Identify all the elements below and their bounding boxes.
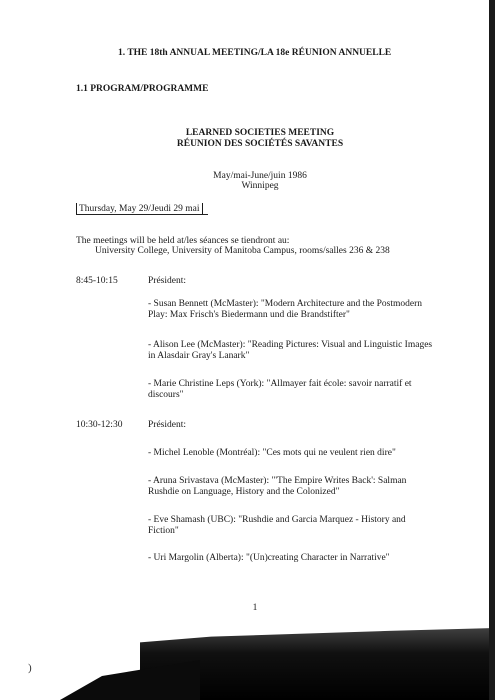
- scan-shadow-left: [60, 660, 200, 700]
- talk-line: - Alison Lee (McMaster): "Reading Pictures: Visual and Linguistic Images: [148, 340, 433, 350]
- date-line: May/mai-June/juin 1986: [213, 171, 307, 181]
- talk-line: - Marie Christine Leps (York): "Allmayer fait école: savoir narratif et: [148, 379, 412, 389]
- session-time: 10:30-12:30: [76, 420, 123, 430]
- talk-line: - Michel Lenoble (Montréal): "Ces mots qui ne veulent rien dire": [148, 448, 396, 458]
- talk-line: - Aruna Srivastava (McMaster): "'The Empire Writes Back': Salman: [148, 476, 407, 486]
- talk-line: in Alasdair Gray's Lanark": [148, 351, 250, 361]
- subsection-heading: 1.1 PROGRAM/PROGRAMME: [76, 84, 209, 94]
- talk-line: - Uri Margolin (Alberta): "(Un)creating Character in Narrative": [148, 553, 390, 563]
- president-label: Président:: [148, 420, 186, 430]
- day-label-underline: [76, 214, 208, 215]
- talk-line: Play: Max Frisch's Biedermann und die Brandstifter": [148, 310, 350, 320]
- city: Winnipeg: [241, 181, 279, 191]
- talk-line: - Susan Bennett (McMaster): "Modern Architecture and the Postmodern: [148, 299, 423, 309]
- talk-line: - Eve Shamash (UBC): "Rushdie and Garcia Marquez - History and: [148, 515, 406, 525]
- talk-line: discours": [148, 390, 184, 400]
- meeting-title-line1: LEARNED SOCIETIES MEETING: [185, 128, 335, 138]
- scan-mark: ): [28, 662, 32, 674]
- location-intro: The meetings will be held at/les séances se tiendront au:: [76, 236, 290, 246]
- meeting-title-line2: RÉUNION DES SOCIÉTÉS SAVANTES: [176, 139, 344, 149]
- page-number: 1: [252, 603, 258, 613]
- scan-edge: [489, 0, 495, 700]
- talk-line: Rushdie on Language, History and the Colonized": [148, 487, 340, 497]
- day-label: Thursday, May 29/Jeudi 29 mai: [76, 203, 203, 215]
- talk-line: Fiction": [148, 526, 179, 536]
- location-detail: University College, University of Manitoba Campus, rooms/salles 236 & 238: [95, 246, 390, 256]
- section-heading: 1. THE 18th ANNUAL MEETING/LA 18e RÉUNION ANNUELLE: [118, 48, 392, 58]
- president-label: Président:: [148, 276, 186, 286]
- session-time: 8:45-10:15: [76, 276, 118, 286]
